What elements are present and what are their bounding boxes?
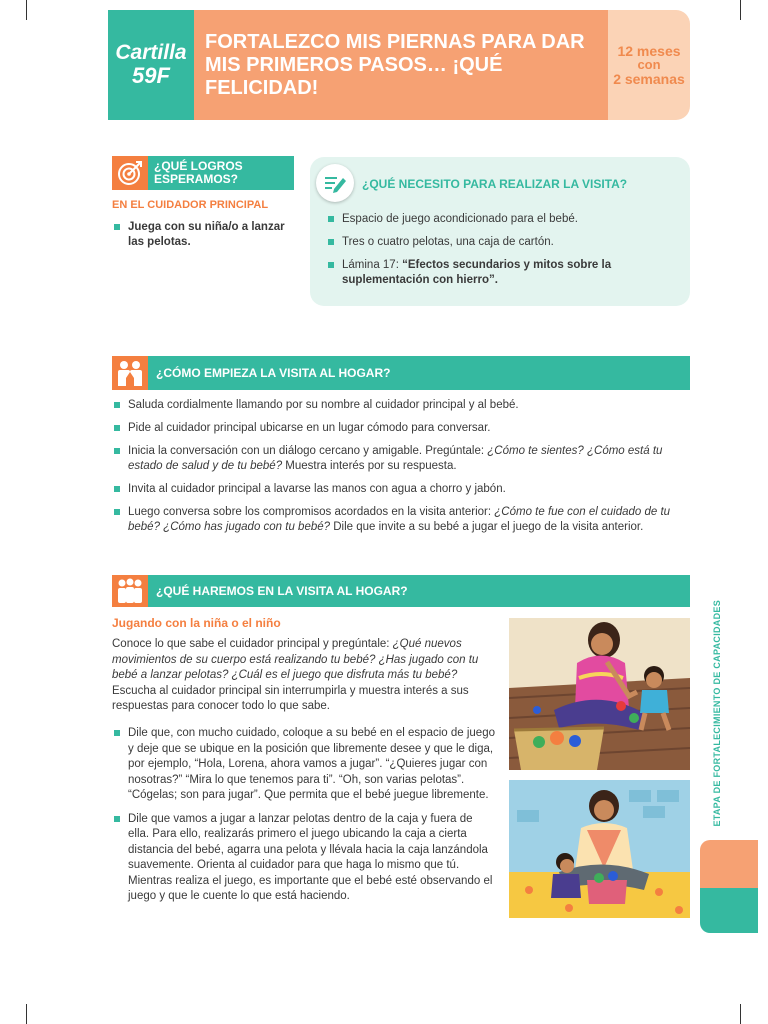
family-icon	[112, 575, 148, 607]
intro-text: Conoce lo que sabe el cuidador principal y pregúntale:	[112, 638, 393, 650]
logros-subtitle: EN EL CUIDADOR PRINCIPAL	[112, 199, 269, 211]
logros-item: Juega con su niña/o a lanzar las pelotas.	[128, 221, 285, 248]
page-title-line2: MIS PRIMEROS PASOS… ¡QUÉ FELICIDAD!	[205, 53, 503, 99]
stage-tab-orange	[700, 840, 758, 888]
cartilla-badge	[108, 10, 194, 120]
logros-title-line1: ¿QUÉ LOGROS	[154, 159, 243, 173]
item-text: Inicia la conversación con un diálogo cercano y amigable. Pregúntale:	[128, 445, 488, 457]
logros-list	[112, 220, 298, 258]
lamina-prefix: Lámina 17:	[342, 259, 403, 271]
item-question: ¿Cómo te fue con el cuidado de tu bebé? ¿Cómo has jugado con tu bebé?	[128, 506, 671, 533]
page-title	[194, 10, 608, 120]
empieza-header	[148, 356, 690, 390]
haremos-title: ¿QUÉ HAREMOS EN LA VISITA AL HOGAR?	[156, 584, 408, 598]
logros-header	[148, 156, 294, 190]
stage-tab-teal	[700, 888, 758, 933]
list-item	[112, 444, 690, 474]
age-line2: con	[637, 57, 661, 72]
list-item	[112, 505, 690, 535]
necesito-title: ¿QUÉ NECESITO PARA REALIZAR LA VISITA?	[362, 177, 628, 191]
age-badge	[608, 10, 690, 120]
people-icon	[112, 356, 148, 390]
age-line1: 12 meses	[617, 43, 681, 59]
intro-text: Escucha al cuidador principal sin interrumpirla y muestra interés a sus respuestas para conocer todo lo que sabe.	[112, 684, 469, 712]
list-item: Dile que, con mucho cuidado, coloque a su bebé en el espacio de juego y deje que se ubique en la posición que libremente desee y que le diga, por ejemplo, “Hola, Lorena, ahora vamos a jugar”. “¿Quieres jugar con nosotras?” “Mira lo que tenemos para ti”. “Oh, son varias pelotas”. “Cógelas; son para jugar”. Que permita que el bebé juegue libremente.	[112, 726, 496, 804]
list-item: Dile que vamos a jugar a lanzar pelotas dentro de la caja y fuera de ella. Para ello, realizarás primero el juego ubicando la caja a cierta distancia del bebé, agarra una pelota y llévala hacia la caja lanzándola suavemente. Orienta al cuidador para que haga lo mismo que tú. Mientras realiza el juego, es importante que el bebé esté observando el juego y que le cuente lo que está haciendo.	[112, 812, 496, 905]
list-item: Pide al cuidador principal ubicarse en un lugar cómodo para conversar.	[112, 421, 690, 436]
list-item	[326, 258, 666, 288]
list-item: Saluda cordialmente llamando por su nombre al cuidador principal y al bebé.	[112, 398, 690, 413]
necesito-list	[326, 212, 666, 296]
item-text: Dile que invite a su bebé a jugar el juego de la visita anterior.	[330, 521, 644, 533]
pencil-icon	[316, 164, 354, 202]
target-icon	[112, 156, 148, 190]
list-item: Invita al cuidador principal a lavarse las manos con agua a chorro y jabón.	[112, 482, 690, 497]
item-text: Muestra interés por su respuesta.	[282, 460, 457, 472]
list-item: Tres o cuatro pelotas, una caja de cartón.	[326, 235, 666, 250]
crop-mark	[740, 0, 741, 20]
cartilla-label: Cartilla	[115, 41, 187, 64]
page-title-line1: FORTALEZCO MIS PIERNAS PARA DAR	[205, 30, 585, 53]
lamina-title: “Efectos secundarios y mitos sobre la suplementación con hierro”.	[342, 259, 612, 286]
crop-mark	[26, 0, 27, 20]
list-item	[112, 220, 298, 250]
age-line3: 2 semanas	[613, 71, 685, 87]
crop-mark	[26, 1004, 27, 1024]
empieza-title: ¿CÓMO EMPIEZA LA VISITA AL HOGAR?	[156, 366, 391, 380]
illustration-woman-child-box	[509, 780, 690, 918]
intro-question: ¿Qué nuevos movimientos de su cuerpo está realizando tu bebé? ¿Has jugado con tu bebé a lanzar pelotas? ¿Cuál es el juego que disfruta más tu bebé?	[112, 638, 479, 681]
haremos-list	[112, 726, 496, 913]
logros-title-line2: ESPERAMOS?	[154, 172, 239, 186]
item-question: ¿Cómo te sientes? ¿Cómo está tu estado de salud y de tu bebé?	[128, 445, 663, 472]
crop-mark	[740, 1004, 741, 1024]
empieza-list	[112, 398, 690, 543]
illustration-mother-baby-basket	[509, 618, 690, 770]
haremos-header	[148, 575, 690, 607]
item-text: Luego conversa sobre los compromisos acordados en la visita anterior:	[128, 506, 495, 518]
cartilla-number: 59F	[132, 63, 170, 88]
side-label: ETAPA DE FORTALECIMIENTO DE CAPACIDADES	[712, 600, 722, 827]
haremos-subtitle: Jugando con la niña o el niño	[112, 616, 281, 630]
list-item: Espacio de juego acondicionado para el bebé.	[326, 212, 666, 227]
haremos-intro	[112, 637, 496, 715]
